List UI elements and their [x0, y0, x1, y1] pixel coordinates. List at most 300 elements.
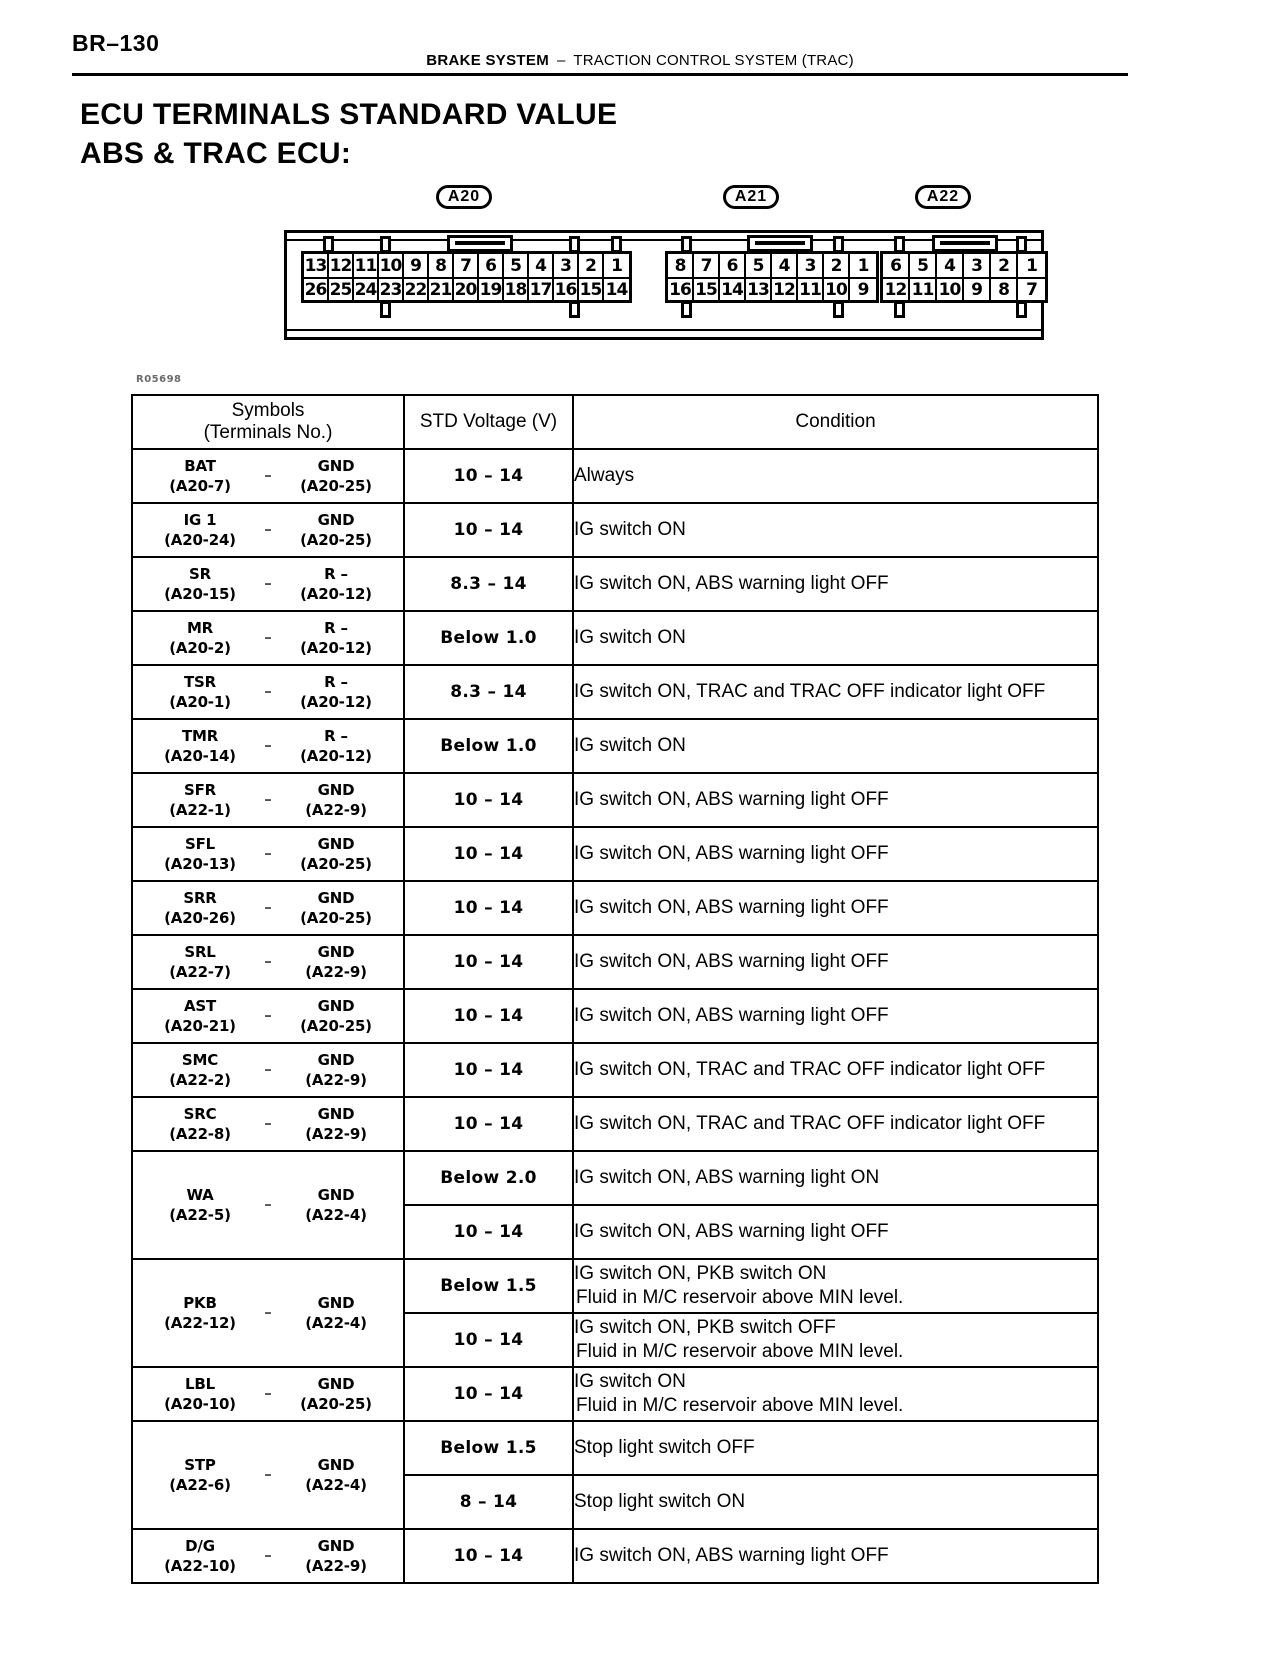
symbol-separator-dash: – — [264, 1195, 272, 1213]
symbol-left-name: TMR — [181, 726, 219, 745]
pin-a20-3: 3 — [554, 254, 579, 277]
condition-cell — [573, 827, 1098, 881]
condition-line1: IG switch ON, ABS warning light OFF — [574, 1221, 889, 1243]
symbol-right-terminal: (A20-12) — [300, 747, 372, 765]
tab-a22-up-2-icon — [1016, 236, 1027, 253]
symbol-left — [146, 564, 254, 605]
symbol-right — [282, 564, 390, 605]
table-row — [132, 1151, 1098, 1205]
symbol-cell-srr — [132, 881, 404, 935]
tab-a22-down-1-icon — [894, 301, 905, 318]
tab-a21-up-1-icon — [681, 236, 692, 253]
symbol-right-name: R – — [324, 726, 348, 745]
pin-a21-5: 5 — [746, 254, 772, 277]
pin-a20-11: 11 — [354, 254, 379, 277]
voltage-cell: 10 – 14 — [404, 1097, 573, 1151]
pin-a20-19: 19 — [479, 277, 504, 300]
symbol-left-name: BAT — [184, 456, 216, 475]
ecu-terminal-spec-table — [131, 394, 1099, 1584]
condition-line1: IG switch ON, ABS warning light OFF — [574, 1005, 889, 1027]
symbol-left-terminal: (A20-2) — [169, 639, 231, 657]
voltage-cell: 10 – 14 — [404, 1367, 573, 1421]
condition-cell — [573, 1205, 1098, 1259]
table-row — [132, 1529, 1098, 1583]
table-row — [132, 1097, 1098, 1151]
running-header — [0, 52, 1280, 69]
tab-a21-up-2-icon — [833, 236, 844, 253]
pin-a20-10: 10 — [379, 254, 404, 277]
tab-a20-up-4-icon — [611, 236, 622, 253]
pin-a21-9: 9 — [850, 277, 876, 300]
connector-label-a21: A21 — [723, 185, 779, 209]
symbol-right-terminal: (A20-25) — [300, 1017, 372, 1035]
condition-line1: IG switch ON — [574, 735, 686, 757]
voltage-cell: 10 – 14 — [404, 449, 573, 503]
symbol-left — [146, 780, 254, 821]
running-header-subsystem: TRACTION CONTROL SYSTEM (TRAC) — [573, 52, 854, 69]
running-header-separator: – — [556, 52, 566, 69]
symbol-left-name: LBL — [185, 1374, 215, 1393]
column-header-symbols-line1: Symbols — [231, 400, 305, 422]
symbol-separator-dash: – — [264, 952, 272, 970]
pin-a20-14: 14 — [604, 277, 629, 300]
symbol-cell-pkb — [132, 1259, 404, 1367]
connector-housing — [284, 230, 1044, 340]
symbol-right — [282, 1293, 390, 1334]
symbol-left — [146, 942, 254, 983]
symbol-left-name: PKB — [183, 1293, 217, 1312]
pin-a22-10: 10 — [937, 277, 964, 300]
symbol-right-name: GND — [317, 1185, 355, 1204]
condition-line1: IG switch ON, PKB switch OFF — [574, 1317, 836, 1339]
symbol-right — [282, 1050, 390, 1091]
symbol-left-terminal: (A22-5) — [169, 1206, 231, 1224]
symbol-separator-dash: – — [264, 1006, 272, 1024]
symbol-left-name: SFR — [183, 780, 216, 799]
symbol-right-terminal: (A20-12) — [300, 585, 372, 603]
pin-row-a20-top — [304, 254, 629, 277]
connector-block-a20 — [301, 251, 632, 303]
symbol-left-name: SRL — [184, 942, 216, 961]
tab-a20-up-3-icon — [569, 236, 580, 253]
symbol-separator-dash: – — [264, 1114, 272, 1132]
pin-a20-20: 20 — [454, 277, 479, 300]
symbol-left-terminal: (A20-21) — [164, 1017, 236, 1035]
symbol-right-terminal: (A22-9) — [305, 963, 367, 981]
voltage-cell: 10 – 14 — [404, 1529, 573, 1583]
condition-cell — [573, 1313, 1098, 1367]
symbol-cell-ig 1 — [132, 503, 404, 557]
symbol-cell-ast — [132, 989, 404, 1043]
symbol-left-terminal: (A22-7) — [169, 963, 231, 981]
connector-block-a21 — [665, 251, 879, 303]
table-row — [132, 1259, 1098, 1313]
symbol-separator-dash: – — [264, 1384, 272, 1402]
pin-a22-12: 12 — [883, 277, 910, 300]
column-header-voltage: STD Voltage (V) — [404, 395, 573, 449]
symbol-left-terminal: (A22-6) — [169, 1476, 231, 1494]
tab-a21-down-2-icon — [833, 301, 844, 318]
pin-a22-7: 7 — [1018, 277, 1045, 300]
symbol-right-terminal: (A20-25) — [300, 531, 372, 549]
symbol-right-name: GND — [317, 834, 355, 853]
symbol-left-name: STP — [184, 1455, 216, 1474]
symbol-left — [146, 456, 254, 497]
symbol-left — [146, 1374, 254, 1415]
pin-a21-6: 6 — [720, 254, 746, 277]
condition-cell — [573, 1151, 1098, 1205]
condition-line1: IG switch ON, ABS warning light OFF — [574, 897, 889, 919]
symbol-left-terminal: (A22-12) — [164, 1314, 236, 1332]
pin-a21-4: 4 — [772, 254, 798, 277]
symbol-cell-wa — [132, 1151, 404, 1259]
condition-line1: IG switch ON, TRAC and TRAC OFF indicator light OFF — [574, 1113, 1046, 1135]
symbol-separator-dash: – — [264, 682, 272, 700]
pin-grid-a21 — [665, 251, 879, 303]
page-subtitle: ABS & TRAC ECU: — [80, 137, 352, 170]
symbol-separator-dash: – — [264, 466, 272, 484]
tab-a20-up-2-icon — [380, 236, 391, 253]
symbol-right-terminal: (A20-12) — [300, 693, 372, 711]
tab-a20-up-1-icon — [323, 236, 334, 253]
pin-a20-25: 25 — [329, 277, 354, 300]
condition-cell — [573, 1097, 1098, 1151]
symbol-right-terminal: (A22-4) — [305, 1314, 367, 1332]
pin-a20-24: 24 — [354, 277, 379, 300]
voltage-cell: 8 – 14 — [404, 1475, 573, 1529]
condition-cell — [573, 1043, 1098, 1097]
symbol-right — [282, 888, 390, 929]
symbol-right-terminal: (A20-25) — [300, 855, 372, 873]
symbol-right — [282, 672, 390, 713]
condition-line1: IG switch ON — [574, 627, 686, 649]
latch-a22-icon — [932, 235, 998, 252]
symbol-cell-tsr — [132, 665, 404, 719]
symbol-right-name: GND — [317, 888, 355, 907]
symbol-separator-dash: – — [264, 844, 272, 862]
symbol-left-terminal: (A22-1) — [169, 801, 231, 819]
table-row — [132, 611, 1098, 665]
pin-a20-18: 18 — [504, 277, 529, 300]
pin-a22-8: 8 — [991, 277, 1018, 300]
pin-a21-14: 14 — [720, 277, 746, 300]
symbol-right-terminal: (A22-9) — [305, 1125, 367, 1143]
symbol-right-terminal: (A22-4) — [305, 1476, 367, 1494]
symbol-separator-dash: – — [264, 574, 272, 592]
tab-a20-down-2-icon — [569, 301, 580, 318]
tab-a20-down-1-icon — [380, 301, 391, 318]
condition-cell — [573, 1529, 1098, 1583]
table-row — [132, 1367, 1098, 1421]
symbol-left-name: AST — [183, 996, 217, 1015]
pin-a22-4: 4 — [937, 254, 964, 277]
table-row — [132, 719, 1098, 773]
voltage-cell: 10 – 14 — [404, 1313, 573, 1367]
voltage-cell: 8.3 – 14 — [404, 557, 573, 611]
symbol-left-name: TSR — [184, 672, 216, 691]
condition-cell — [573, 1421, 1098, 1475]
column-header-symbols — [132, 395, 404, 449]
symbol-cell-src — [132, 1097, 404, 1151]
symbol-right — [282, 618, 390, 659]
voltage-cell: Below 1.0 — [404, 719, 573, 773]
symbol-left-name: SRC — [183, 1104, 217, 1123]
symbol-separator-dash: – — [264, 1465, 272, 1483]
pin-a20-26: 26 — [304, 277, 329, 300]
symbol-left — [146, 510, 254, 551]
column-header-condition: Condition — [573, 395, 1098, 449]
condition-line1: IG switch ON — [574, 519, 686, 541]
symbol-right-name: GND — [317, 996, 355, 1015]
pin-a20-22: 22 — [404, 277, 429, 300]
symbol-right-terminal: (A20-12) — [300, 639, 372, 657]
pin-a22-11: 11 — [910, 277, 937, 300]
table-row — [132, 935, 1098, 989]
symbol-left — [146, 1185, 254, 1226]
condition-cell — [573, 503, 1098, 557]
figure-code: R05698 — [136, 374, 182, 385]
header-divider — [72, 73, 1128, 76]
symbol-separator-dash: – — [264, 898, 272, 916]
symbol-left-name: SFL — [184, 834, 215, 853]
symbol-left — [146, 672, 254, 713]
pin-a22-3: 3 — [964, 254, 991, 277]
symbol-right-name: GND — [317, 942, 355, 961]
symbol-separator-dash: – — [264, 520, 272, 538]
pin-a20-9: 9 — [404, 254, 429, 277]
pin-a20-2: 2 — [579, 254, 604, 277]
running-header-system: BRAKE SYSTEM — [426, 52, 549, 69]
table-row — [132, 503, 1098, 557]
voltage-cell: 10 – 14 — [404, 935, 573, 989]
pin-a22-2: 2 — [991, 254, 1018, 277]
symbol-separator-dash: – — [264, 628, 272, 646]
symbol-right — [282, 1536, 390, 1577]
symbol-right-name: GND — [317, 1293, 355, 1312]
pin-a21-1: 1 — [857, 255, 869, 276]
pin-a21-15: 15 — [694, 277, 720, 300]
symbol-separator-dash: – — [264, 790, 272, 808]
pin-a22-5: 5 — [910, 254, 937, 277]
symbol-right-terminal: (A22-9) — [305, 1071, 367, 1089]
condition-line2: Fluid in M/C reservoir above MIN level. — [576, 1341, 904, 1362]
table-row — [132, 827, 1098, 881]
tab-a22-up-1-icon — [894, 236, 905, 253]
pin-a21-7: 7 — [694, 254, 720, 277]
condition-line1: IG switch ON, ABS warning light OFF — [574, 843, 889, 865]
connector-block-a22 — [880, 251, 1048, 303]
condition-cell — [573, 1475, 1098, 1529]
pin-a22-9: 9 — [964, 277, 991, 300]
condition-line2: Fluid in M/C reservoir above MIN level. — [576, 1287, 904, 1308]
symbol-left-terminal: (A20-24) — [164, 531, 236, 549]
symbol-left — [146, 834, 254, 875]
symbol-left-name: WA — [186, 1185, 214, 1204]
symbol-left-terminal: (A20-13) — [164, 855, 236, 873]
voltage-cell: 10 – 14 — [404, 1043, 573, 1097]
symbol-cell-mr — [132, 611, 404, 665]
pin-a20-16: 16 — [554, 277, 579, 300]
condition-cell — [573, 557, 1098, 611]
pin-a20-4: 4 — [529, 254, 554, 277]
pin-a20-17: 17 — [529, 277, 554, 300]
symbol-right — [282, 1104, 390, 1145]
condition-cell — [573, 989, 1098, 1043]
condition-line1: IG switch ON, TRAC and TRAC OFF indicator light OFF — [574, 1059, 1046, 1081]
table-row — [132, 773, 1098, 827]
symbol-left — [146, 618, 254, 659]
pin-grid-a22 — [880, 251, 1048, 303]
pin-row-a21-top — [668, 254, 876, 277]
pin-a20-6: 6 — [479, 254, 504, 277]
symbol-right-terminal: (A20-25) — [300, 1395, 372, 1413]
condition-cell — [573, 881, 1098, 935]
symbol-right — [282, 510, 390, 551]
symbol-cell-tmr — [132, 719, 404, 773]
symbol-separator-dash: – — [264, 1546, 272, 1564]
condition-cell — [573, 1259, 1098, 1313]
condition-cell — [573, 449, 1098, 503]
symbol-right-name: GND — [317, 1536, 355, 1555]
symbol-left-name: IG 1 — [183, 510, 217, 529]
housing-top-edge — [287, 233, 1041, 241]
symbol-left-terminal: (A20-15) — [164, 585, 236, 603]
housing-bottom-edge — [287, 329, 1041, 337]
tab-a21-down-1-icon — [681, 301, 692, 318]
pin-grid-a20 — [301, 251, 632, 303]
condition-cell — [573, 935, 1098, 989]
table-row — [132, 1043, 1098, 1097]
pin-a21-12: 12 — [772, 277, 798, 300]
symbol-cell-bat — [132, 449, 404, 503]
symbol-left-terminal: (A20-10) — [164, 1395, 236, 1413]
pin-a20-12: 12 — [329, 254, 354, 277]
symbol-left-terminal: (A20-26) — [164, 909, 236, 927]
condition-line1: IG switch ON — [574, 1371, 686, 1393]
symbol-left-terminal: (A22-10) — [164, 1557, 236, 1575]
symbol-right-name: GND — [317, 1374, 355, 1393]
symbol-left — [146, 1104, 254, 1145]
symbol-right-name: GND — [317, 1104, 355, 1123]
symbol-left — [146, 888, 254, 929]
voltage-cell: Below 2.0 — [404, 1151, 573, 1205]
symbol-left — [146, 996, 254, 1037]
pin-row-a22-top — [883, 254, 1045, 277]
symbol-right-terminal: (A22-4) — [305, 1206, 367, 1224]
symbol-cell-sr — [132, 557, 404, 611]
page-title: ECU TERMINALS STANDARD VALUE — [80, 98, 618, 131]
column-header-symbols-line2: (Terminals No.) — [203, 422, 333, 443]
voltage-cell: Below 1.5 — [404, 1259, 573, 1313]
symbol-left — [146, 726, 254, 767]
symbol-right — [282, 726, 390, 767]
pin-a20-1: 1 — [611, 255, 622, 276]
symbol-right — [282, 1455, 390, 1496]
symbol-right-name: GND — [317, 780, 355, 799]
pin-row-a21-bottom — [668, 277, 876, 300]
symbol-right — [282, 456, 390, 497]
symbol-left-name: MR — [186, 618, 214, 637]
pin-a20-15: 15 — [579, 277, 604, 300]
table-row — [132, 557, 1098, 611]
connector-label-a22: A22 — [915, 185, 971, 209]
symbol-right-terminal: (A20-25) — [300, 909, 372, 927]
pin-a21-10: 10 — [824, 277, 850, 300]
condition-line1: IG switch ON, ABS warning light OFF — [574, 573, 889, 595]
symbol-right-name: R – — [324, 564, 348, 583]
symbol-left — [146, 1293, 254, 1334]
symbol-left-name: SR — [189, 564, 211, 583]
voltage-cell: 10 – 14 — [404, 503, 573, 557]
pin-a20-23: 23 — [379, 277, 404, 300]
symbol-right-name: GND — [317, 456, 355, 475]
symbol-right — [282, 996, 390, 1037]
symbol-left — [146, 1455, 254, 1496]
symbol-cell-sfl — [132, 827, 404, 881]
table-row — [132, 1421, 1098, 1475]
condition-cell — [573, 665, 1098, 719]
table-row — [132, 665, 1098, 719]
pin-a20-7: 7 — [454, 254, 479, 277]
voltage-cell: Below 1.0 — [404, 611, 573, 665]
tab-a22-down-2-icon — [1016, 301, 1027, 318]
table-row — [132, 989, 1098, 1043]
symbol-right-name: GND — [317, 510, 355, 529]
ecu-connector-diagram — [250, 185, 1050, 360]
pin-a21-3: 3 — [798, 254, 824, 277]
symbol-left-name: D/G — [185, 1536, 215, 1555]
symbol-right-terminal: (A20-25) — [300, 477, 372, 495]
pin-row-a22-bottom — [883, 277, 1045, 300]
symbol-right-name: R – — [324, 618, 348, 637]
voltage-cell: Below 1.5 — [404, 1421, 573, 1475]
condition-cell — [573, 773, 1098, 827]
symbol-right — [282, 1374, 390, 1415]
symbol-right-terminal: (A22-9) — [305, 1557, 367, 1575]
latch-a21-icon — [747, 235, 813, 252]
symbol-separator-dash: – — [264, 736, 272, 754]
pin-a20-21: 21 — [429, 277, 454, 300]
symbol-cell-d-g — [132, 1529, 404, 1583]
symbol-cell-srl — [132, 935, 404, 989]
pin-a20-8: 8 — [429, 254, 454, 277]
latch-a20-icon — [447, 235, 513, 252]
voltage-cell: 10 – 14 — [404, 989, 573, 1043]
symbol-right — [282, 834, 390, 875]
symbol-left-terminal: (A22-8) — [169, 1125, 231, 1143]
condition-line1: Stop light switch ON — [574, 1491, 746, 1513]
symbol-right-name: GND — [317, 1455, 355, 1474]
table-header-row — [132, 395, 1098, 449]
condition-cell — [573, 719, 1098, 773]
symbol-cell-smc — [132, 1043, 404, 1097]
symbol-left-terminal: (A20-7) — [169, 477, 231, 495]
symbol-left-name: SMC — [181, 1050, 219, 1069]
condition-line1: IG switch ON, PKB switch ON — [574, 1263, 827, 1285]
symbol-right — [282, 1185, 390, 1226]
page-number: BR–130 — [72, 30, 160, 56]
symbol-left — [146, 1536, 254, 1577]
pin-row-a20-bottom — [304, 277, 629, 300]
table-row — [132, 881, 1098, 935]
condition-line1: Always — [574, 465, 635, 487]
symbol-cell-lbl — [132, 1367, 404, 1421]
symbol-separator-dash: – — [264, 1060, 272, 1078]
symbol-right — [282, 942, 390, 983]
symbol-left-terminal: (A20-1) — [169, 693, 231, 711]
pin-a20-5: 5 — [504, 254, 529, 277]
condition-line1: IG switch ON, TRAC and TRAC OFF indicator light OFF — [574, 681, 1046, 703]
